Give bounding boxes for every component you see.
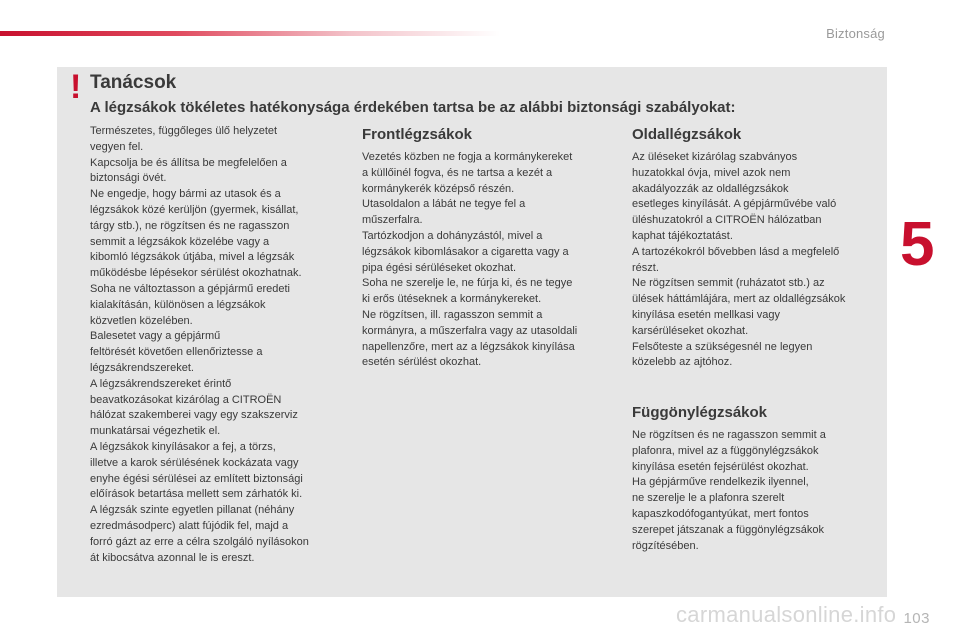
warning-exclamation-icon: ! xyxy=(70,68,82,106)
watermark: carmanualsonline.info xyxy=(676,602,897,627)
tips-title: Tanácsok xyxy=(90,72,177,93)
general-airbag-advice: Természetes, függőleges ülő helyzetet vegyen fel. Kapcsolja be és állítsa be megfelelően a biztonsági övét. Ne engedje, hogy bármi az utasok és a légzsákok közé kerüljön (gyermek, kisállat, tárgy stb.), ne rögzítsen és ne ragasszon semmit a légzsákok közelébe vagy a kibomló légzsákok útjába, mivel a légzsák működésbe lépésekor sérülést okozhatnak. Soha ne változtasson a gépjármű eredeti kialakításán, különösen a légzsákok közvetlen közelében. Balesetet vagy a gépjármű feltörését követően ellenőriztesse a légzsákrendszereket. A légzsákrendszereket érintő beavatkozásokat kizárólag a CITROËN hálózat szakemberei vagy egy szakszerviz munkatársai végezhetik el. A légzsákok kinyílásakor a fej, a törzs, illetve a karok sérülésének kockázata vagy enyhe égési sérülései az említett biztonsági előírások betartása mellett sem zárhatók ki. A légzsák szinte egyetlen pillanat (néhány ezredmásodperc) alatt fújódik fel, majd a forró gázt az erre a célra szolgáló nyílásokon át kibocsátva azonnal le is ereszt. xyxy=(90,125,309,564)
tips-subtitle: A légzsákok tökéletes hatékonysága érdekében tartsa be az alábbi biztonsági szabályokat: xyxy=(90,99,736,116)
section-label: Biztonság xyxy=(826,26,885,41)
side-airbags-heading: Oldallégzsákok xyxy=(632,126,742,143)
curtain-airbags-text: Ne rögzítsen és ne ragasszon semmit a plafonra, mivel az a függönylégzsákok kinyílása esetén fejsérülést okozhat. Ha gépjárműve rendelkezik ilyennel, ne szerelje le a plafonra szerelt kapaszkodófogantyúkat, mert fontos szerepet játszanak a függönylégzsákok rögzítésében. xyxy=(632,429,826,552)
chapter-number: 5 xyxy=(900,210,935,279)
front-airbags-text: Vezetés közben ne fogja a kormánykereket a küllőinél fogva, és ne tartsa a kezét a kormánykerék középső részén. Utasoldalon a lábát ne tegye fel a műszerfalra. Tartózkodjon a dohányzástól, mivel a légzsákok kibomlásakor a cigaretta vagy a pipa égési sérüléseket okozhat. Soha ne szerelje le, ne fúrja ki, és ne tegye ki erős ütéseknek a kormánykereket. Ne rögzítsen, ill. ragasszon semmit a kormányra, a műszerfalra vagy az utasoldali napellenzőre, mert az a légzsákok kinyílása esetén sérülést okozhat. xyxy=(362,151,578,369)
front-airbags-heading: Frontlégzsákok xyxy=(362,126,473,143)
page-number: 103 xyxy=(903,610,930,627)
side-airbags-text: Az üléseket kizárólag szabványos huzatokkal óvja, mivel azok nem akadályozzák az oldallégzsákok esetleges kinyílását. A gépjárművébe való üléshuzatokról a CITROËN hálózatban kaphat tájékoztatást. A tartozékokról bővebben lásd a megfelelő részt. Ne rögzítsen semmit (ruházatot stb.) az ülések háttámlájára, mert az oldallégzsákok kinyílása esetén mellkasi vagy karsérüléseket okozhat. Felsőteste a szükségesnél ne legyen közelebb az ajtóhoz. xyxy=(632,151,846,369)
curtain-airbags-heading: Függönylégzsákok xyxy=(632,404,768,421)
top-accent-bar xyxy=(0,31,500,36)
